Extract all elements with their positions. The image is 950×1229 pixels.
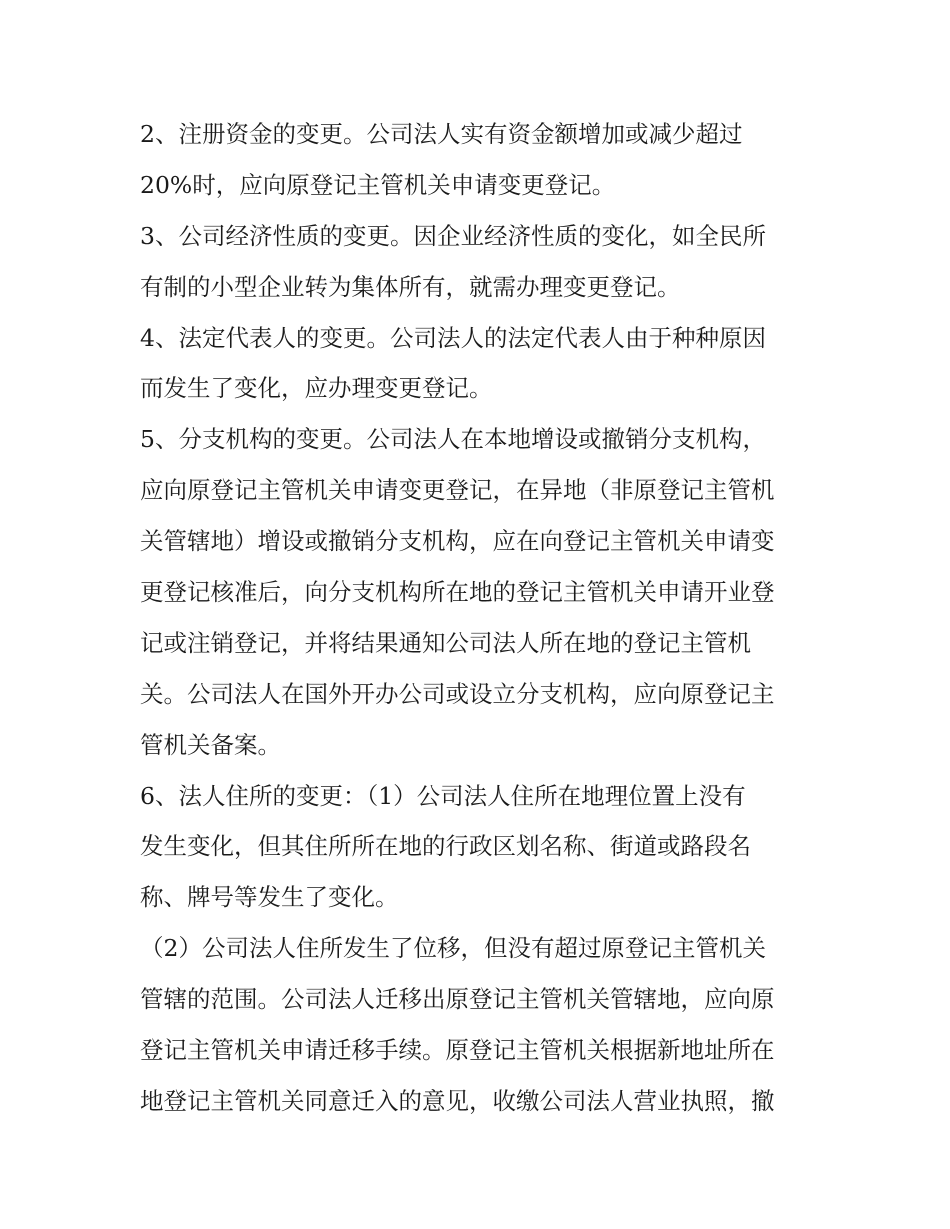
text-line: 称、牌号等发生了变化。 [140,883,399,912]
text-line: 有制的小型企业转为集体所有，就需办理变更登记。 [140,272,681,301]
text-line: 而发生了变化，应办理变更登记。 [140,374,493,403]
text-line: 4、法定代表人的变更。公司法人的法定代表人由于种种原因 [140,323,766,352]
text-line: （2）公司法人住所发生了位移，但没有超过原登记主管机关 [140,934,766,963]
text-line: 应向原登记主管机关申请变更登记，在异地（非原登记主管机 [140,476,775,505]
text-line: 地登记主管机关同意迁入的意见，收缴公司法人营业执照，撤 [140,1086,775,1115]
text-line: 管机关备案。 [140,730,281,759]
text-line: 5、分支机构的变更。公司法人在本地增设或撤销分支机构， [140,425,766,454]
text-line: 记或注销登记，并将结果通知公司法人所在地的登记主管机 [140,628,751,657]
text-line: 20%时，应向原登记主管机关申请变更登记。 [140,170,616,199]
text-line: 管辖的范围。公司法人迁移出原登记主管机关管辖地，应向原 [140,985,775,1014]
text-line: 2、注册资金的变更。公司法人实有资金额增加或减少超过 [140,120,743,148]
text-line: 6、法人住所的变更：（1）公司法人住所在地理位置上没有 [140,781,746,810]
document-body [140,109,820,1127]
text-line: 关。公司法人在国外开办公司或设立分支机构，应向原登记主 [140,679,775,708]
text-line: 登记主管机关申请迁移手续。原登记主管机关根据新地址所在 [140,1036,775,1065]
text-line: 关管辖地）增设或撤销分支机构，应在向登记主管机关申请变 [140,527,775,556]
text-line: 发生变化，但其住所所在地的行政区划名称、街道或路段名 [140,832,751,861]
text-line: 更登记核准后，向分支机构所在地的登记主管机关申请开业登 [140,578,775,607]
text-line: 3、公司经济性质的变更。因企业经济性质的变化，如全民所 [140,221,766,250]
